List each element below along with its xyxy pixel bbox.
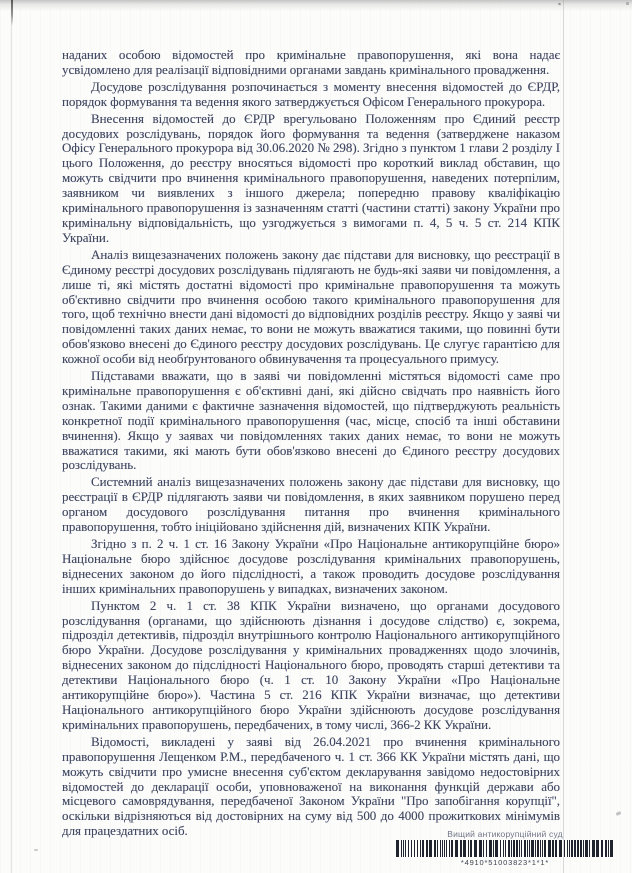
paragraph: Аналіз вищезазначених положень закону дає підстави для висновку, що реєстрації в Єдиному реєстрі досудових розслідувань підлягають не будь-які заяви чи повідомлення, а лише ті, які містять достатні відомості про кримінальне правопорушення та можуть об'єктивно свідчити про вчинення особою такого кримінального правопорушення для того, щоб технічно внести дані відомості до відповідних розділів реєстру. Якщо у заяві чи повідомленні таких даних немає, то вони не можуть вважатися такими, що повинні бути обов'язково внесені до Єдиного реєстру досудових розслідувань. Це слугує гарантією для кожної особи від необґрунтованого обвинувачення та процесуального примусу. <box>62 246 560 367</box>
court-stamp-footer <box>392 829 618 867</box>
paragraph: Відомості, викладені у заяві від 26.04.2021 про вчинення кримінального правопорушення Лещенком Р.М., передбаченого ч. 1 ст. 366 КК України містять дані, що можуть свідчити про умисне внесення суб'єктом декларування завідомо недостовірних відомостей до декларації особи, уповноваженої на виконання функцій держави або місцевого самоврядування, передбаченої Законом України "Про запобігання корупції", оскільки відрізняються від достовірних на суму від 500 до 4000 прожиткових мінімумів для працездатних осіб. <box>62 733 560 839</box>
document-body <box>62 48 560 841</box>
barcode-number: *4910*51003823*1*1* <box>460 858 550 867</box>
paragraph: Системний аналіз вищезазначених положень закону дає підстави для висновку, що реєстрації в ЄРДР підлягають заяви чи повідомлення, в яких заявником порушено перед органом досудового розслідування питання про вчинення кримінального правопорушення, тобто ініційовано здійснення дій, визначених КПК України. <box>62 474 560 535</box>
paragraph: Підставами вважати, що в заяві чи повідомленні містяться відомості саме про кримінальне правопорушення є об'єктивні дані, які дійсно свідчать про наявність його ознак. Такими даними є фактичне зазначення відомостей, що підтверджують реальність конкретної події кримінального правопорушення (час, місце, спосіб та інші обставини вчинення). Якщо у заявах чи повідомленнях таких даних немає, то вони не можуть вважатися такими, які мають бути обов'язково внесені до Єдиного реєстру досудових розслідувань. <box>62 368 560 473</box>
paragraph: Згідно з п. 2 ч. 1 ст. 16 Закону України «Про Національне антикорупційне бюро» Національне бюро здійснює досудове розслідування кримінальних правопорушень, віднесених законом до його підслідності, а також проводить досудове розслідування інших кримінальних правопорушень у випадках, визначених законом. <box>62 536 560 596</box>
scan-right-streak-line <box>563 0 564 873</box>
paragraph: наданих особою відомостей про кримінальне правопорушення, які вона надає усвідомлено для реалізації відповідними органами завдань кримінального провадження. <box>62 47 560 77</box>
scan-left-streak-line <box>11 20 12 873</box>
scan-speck <box>616 811 622 816</box>
paragraph: Пунктом 2 ч. 1 ст. 38 КПК України визначено, що органами досудового розслідування (органами, що здійснюють дізнання і досудове слідство) є, зокрема, підрозділ детективів, підрозділ внутрішнього контролю Національного антикорупційного бюро України. Досудове розслідування у кримінальних провадженнях щодо злочинів, віднесених законом до підслідності Національного бюро, проводять старші детективи та детективи Національного бюро (ч. 1 ст. 10 Закону України «Про Національне антикорупційне бюро»). Частина 5 ст. 216 КПК України визначає, що детективи Національного антикорупційного бюро України здійснюють досудове розслідування кримінальних правопорушень, передбачених, в тому числі, 366-2 КК України. <box>62 597 560 732</box>
paragraph: Внесення відомостей до ЄРДР врегульовано Положенням про Єдиний реєстр досудових розслідувань, порядок його формування та ведення (затверджене наказом Офісу Генерального прокурора від 30.06.2020 № 298). Згідно з пунктом 1 глави 2 розділу І цього Положення, до реєстру вносяться відомості про короткий виклад обставин, що можуть свідчити про вчинення кримінального правопорушення, наведених потерпілим, заявником чи виявлених з іншого джерела; попередню правову кваліфікацію кримінального правопорушення із зазначенням статті (частини статті) закону України про кримінальну відповідальність, що узгоджується з вимогами п. 4, 5 ч. 5 ст. 214 КПК України. <box>62 110 560 245</box>
scan-top-edge-shadow <box>0 0 632 11</box>
scan-speck <box>34 849 38 851</box>
barcode <box>392 840 618 857</box>
court-name-label: Вищий антикорупційний суд <box>447 829 563 839</box>
paragraph: Досудове розслідування розпочинається з моменту внесення відомостей до ЄРДР, порядок формування та ведення якого затверджується Офісом Генерального прокурора. <box>62 78 560 109</box>
scan-speck <box>626 2 629 5</box>
